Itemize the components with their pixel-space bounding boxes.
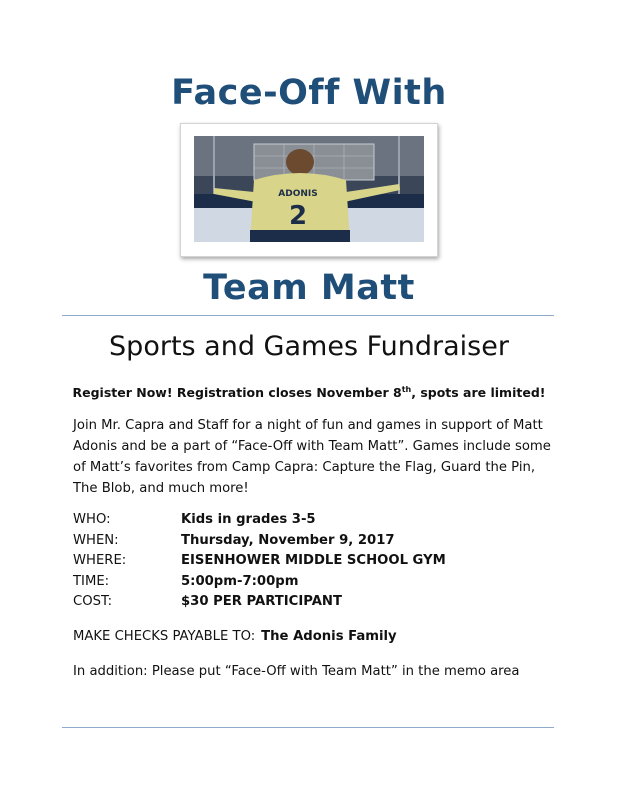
- detail-value: 5:00pm-7:00pm: [181, 573, 299, 589]
- detail-label: COST:: [73, 594, 113, 609]
- registration-text-end: , spots are limited!: [411, 385, 546, 401]
- detail-label: WHERE:: [73, 553, 127, 568]
- title-face-off-with: Face-Off With: [171, 73, 447, 113]
- detail-label: WHEN:: [73, 532, 119, 548]
- detail-value: $30 PER PARTICIPANT: [181, 594, 342, 609]
- checks-payee: The Adonis Family: [261, 629, 397, 644]
- title-team-matt: Team Matt: [203, 268, 415, 308]
- registration-notice: [0, 385, 618, 400]
- checks-payable: [73, 629, 397, 644]
- registration-ordinal: th: [401, 385, 412, 394]
- registration-text: Register Now! Registration closes November 8: [72, 385, 402, 401]
- hockey-player-photo: [194, 136, 424, 242]
- detail-value: Kids in grades 3-5: [181, 512, 316, 527]
- jersey-name: ADONIS: [278, 189, 318, 199]
- detail-value: EISENHOWER MIDDLE SCHOOL GYM: [181, 553, 446, 568]
- detail-label: WHO:: [73, 512, 111, 527]
- hockey-photo: [180, 123, 438, 257]
- detail-value: Thursday, November 9, 2017: [181, 532, 395, 548]
- divider-bottom: [62, 727, 554, 728]
- memo-instructions: In addition: Please put “Face-Off with Team Matt” in the memo area: [73, 664, 520, 679]
- detail-label: TIME:: [73, 573, 110, 589]
- checks-label: MAKE CHECKS PAYABLE TO:: [73, 629, 256, 644]
- subtitle: Sports and Games Fundraiser: [109, 331, 509, 362]
- event-description: Join Mr. Capra and Staff for a night of fun and games in support of Matt Adonis and be a part of “Face-Off with Team Matt”. Games include some of Matt’s favorites from Camp Capra: Capture the Flag, Guard the Pin, The Blob, and much more!: [73, 418, 551, 496]
- jersey-number: 2: [288, 201, 308, 231]
- divider-top: [62, 315, 554, 316]
